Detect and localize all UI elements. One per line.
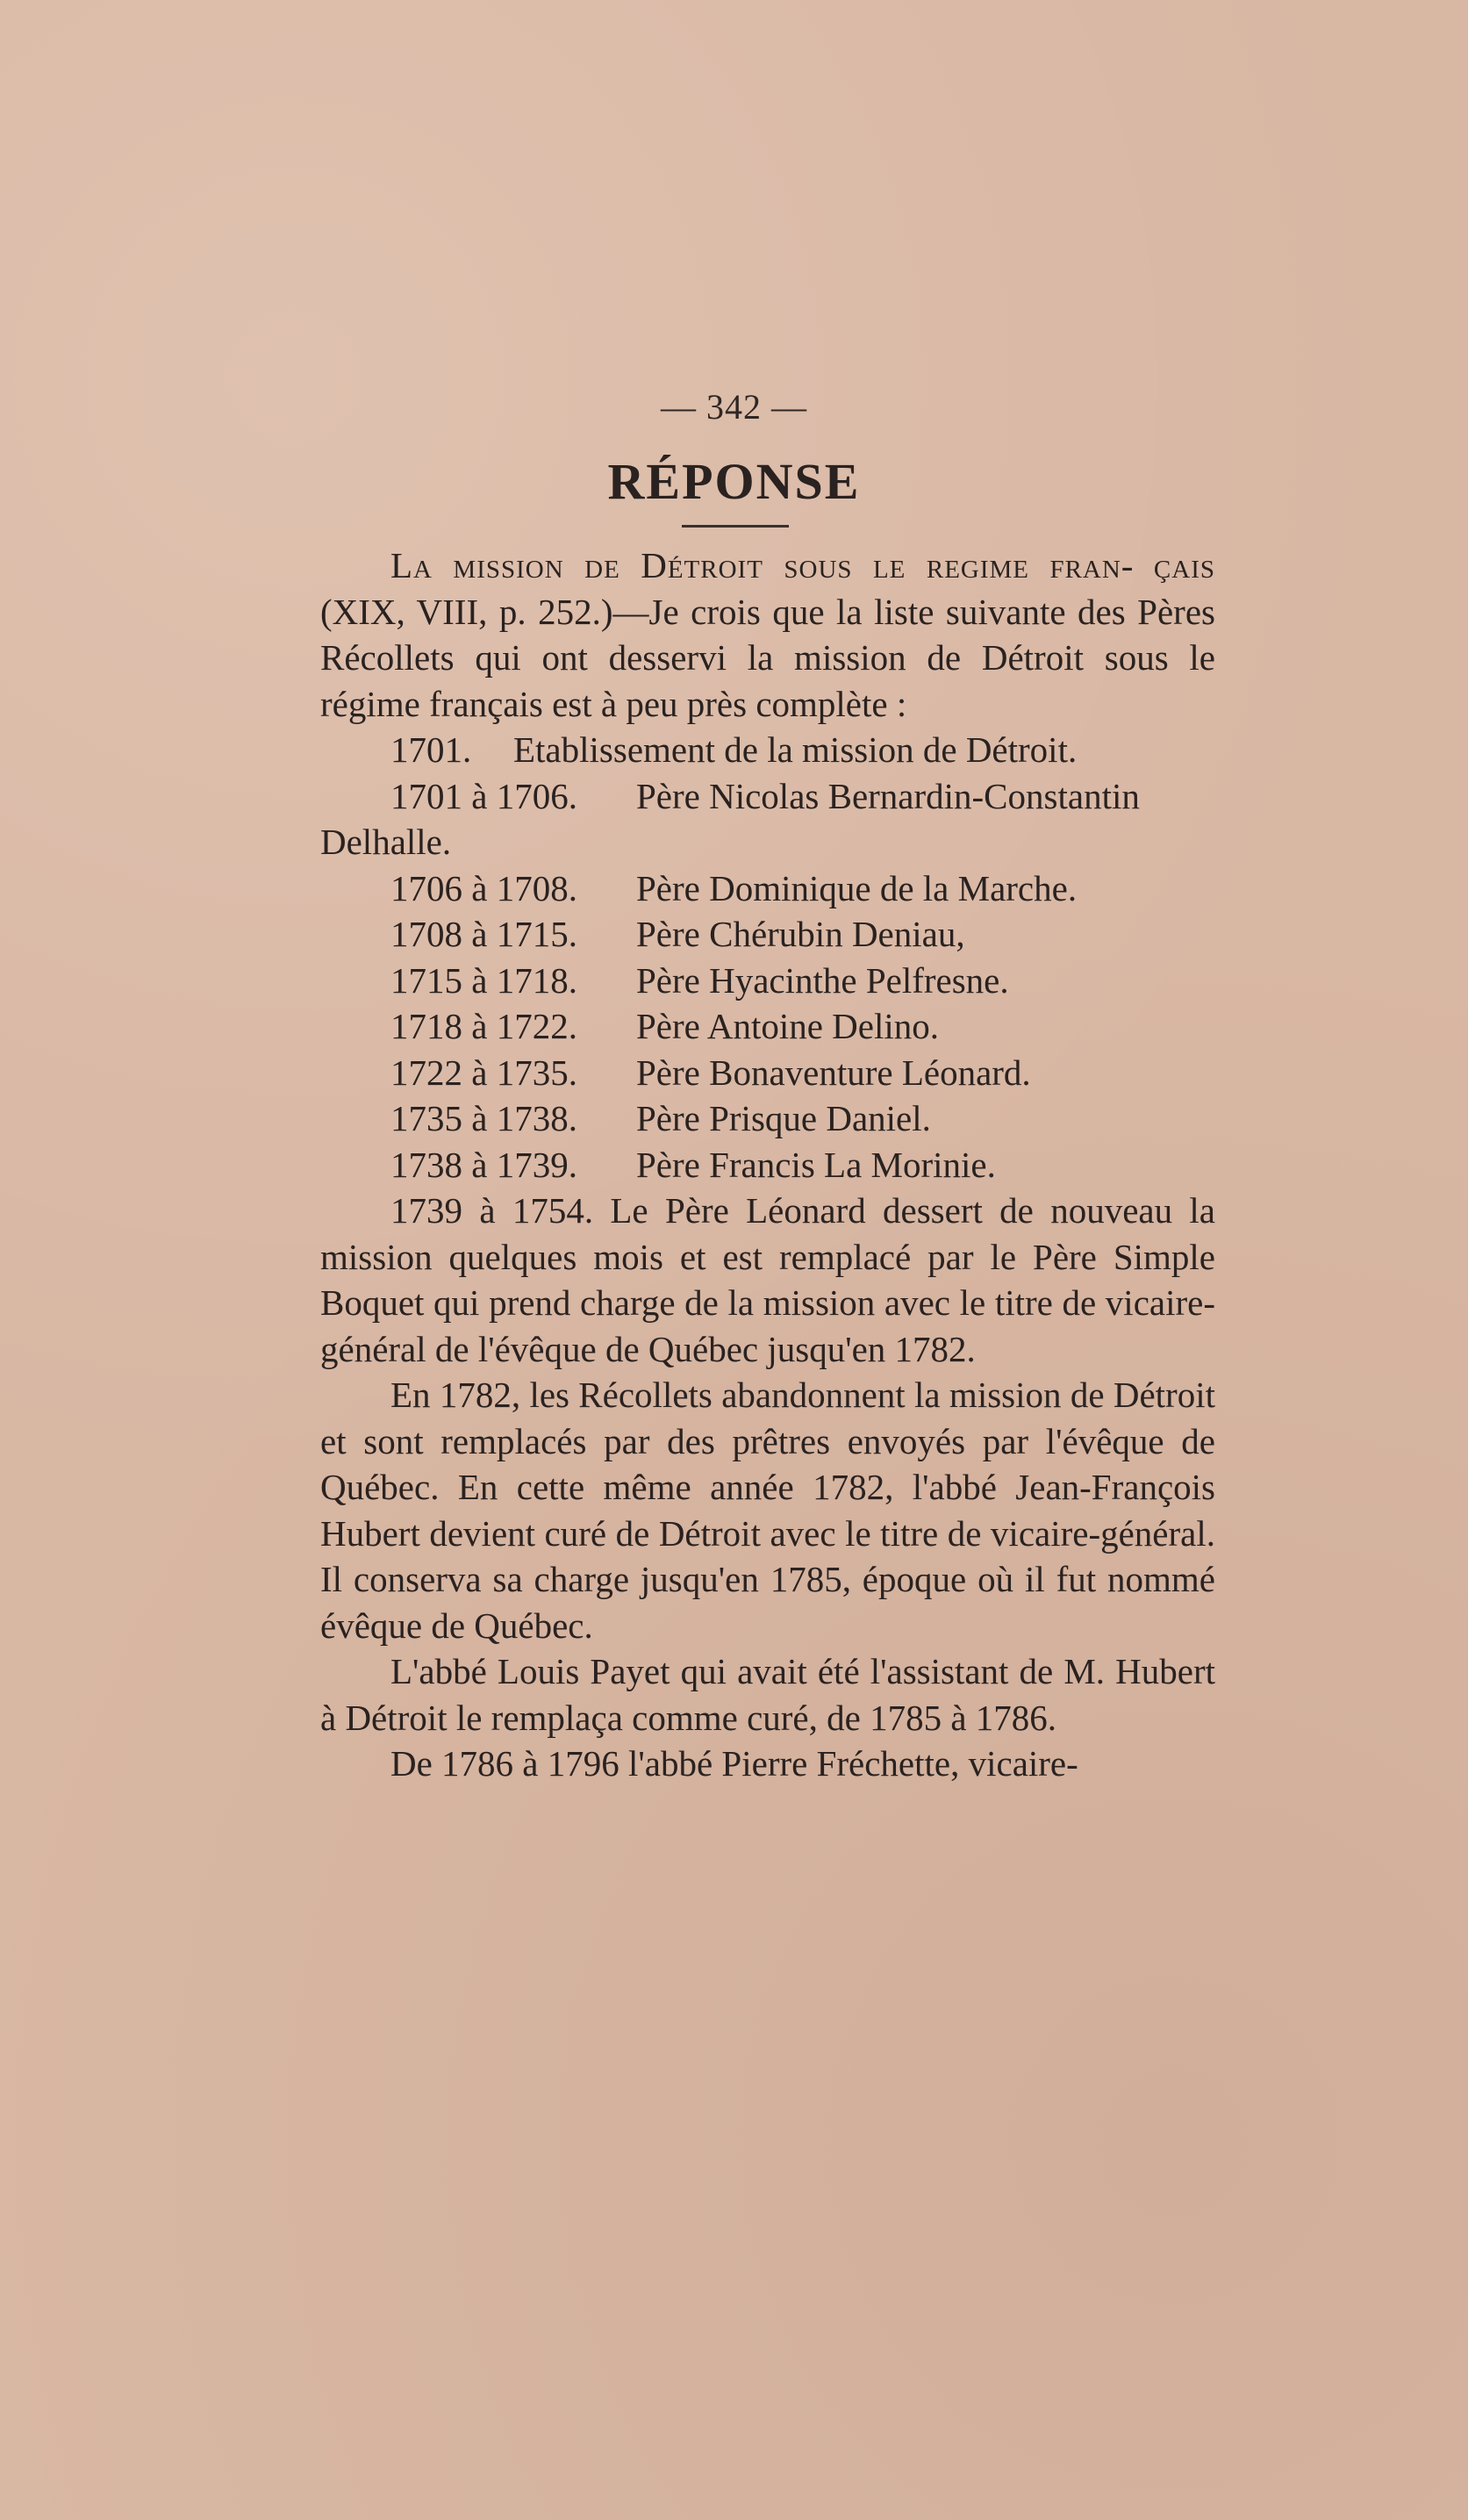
body-text — [320, 542, 1215, 1787]
list-text: Père Chérubin Deniau, — [636, 914, 965, 954]
list-item — [320, 1003, 1215, 1050]
page-number: — 342 — — [661, 387, 807, 427]
list-item — [320, 727, 1215, 773]
list-item — [320, 1050, 1215, 1096]
list-continuation: Delhalle. — [320, 822, 452, 862]
intro-paragraph — [320, 542, 1215, 727]
list-item — [320, 865, 1215, 912]
list-item — [320, 911, 1215, 958]
list-text: Père Hyacinthe Pelfresne. — [636, 959, 1009, 1001]
paragraph-1782: En 1782, les Récollets abandonnent la mission de Détroit et sont remplacés par des prêtres envoyés par l'évêque de Québec. En cette même année 1782, l'abbé Jean-François Hubert devient curé de Détroit avec le titre de vicaire-général. Il conserva sa charge jusqu'en 1785, époque où il fut nommé évêque de Québec. — [320, 1375, 1215, 1646]
paragraph-1739-text: Le Père Léonard dessert de nouveau la mission quelques mois et est remplacé par le Père Simple Boquet qui prend charge de la mission avec le titre de vicaire-général de l'évêque de Québec jusqu'en 1782. — [320, 1190, 1215, 1369]
list-text: Père Nicolas Bernardin-Constantin — [636, 775, 1140, 816]
list-item — [320, 1095, 1215, 1142]
list-years: 1701. — [390, 729, 472, 770]
list-years: 1706 à 1708. — [390, 867, 577, 908]
heading-underline — [682, 525, 789, 528]
list-years: 1708 à 1715. — [390, 914, 577, 954]
intro-title-end: çais — [1153, 545, 1215, 585]
section-heading: RÉPONSE — [607, 453, 861, 510]
list-text: Père Dominique de la Marche. — [636, 867, 1078, 908]
paragraph-1739-years: 1739 à 1754. — [390, 1190, 594, 1231]
list-text: Père Francis La Morinie. — [636, 1144, 996, 1185]
list-item — [320, 773, 1215, 820]
list-item — [320, 1142, 1215, 1188]
paragraph-1739 — [320, 1188, 1215, 1372]
list-text: Etablissement de la mission de Détroit. — [513, 729, 1078, 770]
list-years: 1718 à 1722. — [390, 1006, 577, 1046]
list-text: Père Bonaventure Léonard. — [636, 1052, 1031, 1093]
list-years: 1722 à 1735. — [390, 1052, 577, 1093]
paragraph-frechette: De 1786 à 1796 l'abbé Pierre Fréchette, vicaire- — [390, 1743, 1078, 1784]
list-item — [320, 958, 1215, 1004]
list-text: Père Prisque Daniel. — [636, 1098, 931, 1138]
intro-text: (XIX, VIII, p. 252.)—Je crois que la liste suivante des Pères Récollets qui ont desservi la mission de Détroit sous le régime français est à peu près complète : — [320, 591, 1215, 724]
list-years: 1735 à 1738. — [390, 1098, 577, 1138]
paragraph-payet: L'abbé Louis Payet qui avait été l'assistant de M. Hubert à Détroit le remplaça comme curé, de 1785 à 1786. — [320, 1651, 1215, 1738]
list-years: 1701 à 1706. — [390, 775, 577, 816]
list-years: 1738 à 1739. — [390, 1144, 577, 1185]
list-text: Père Antoine Delino. — [636, 1006, 940, 1046]
intro-title: La mission de Détroit sous le regime fran- — [390, 545, 1135, 585]
list-years: 1715 à 1718. — [390, 959, 577, 1001]
